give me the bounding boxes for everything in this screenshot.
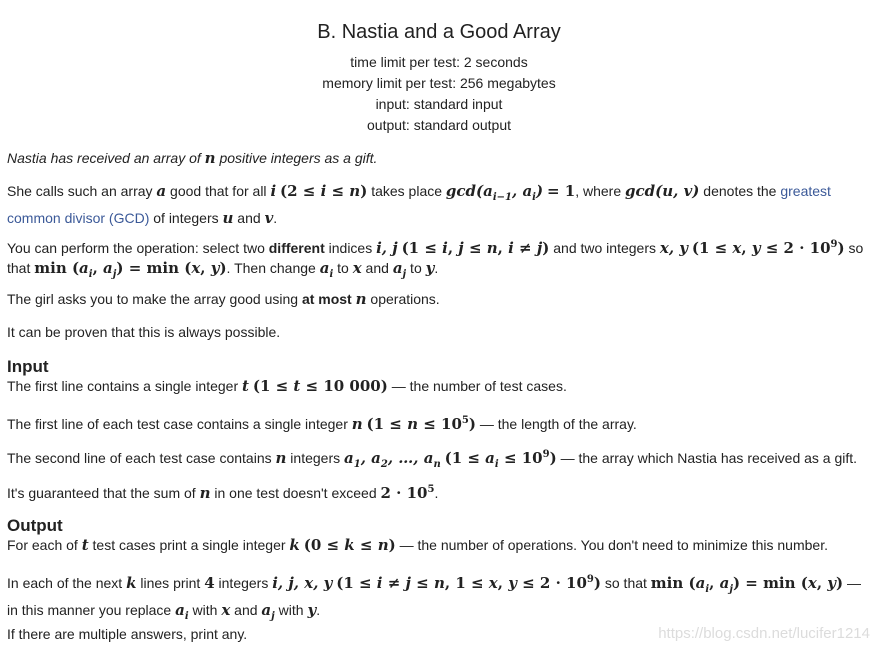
output-heading: Output bbox=[7, 516, 63, 535]
problem-title: B. Nastia and a Good Array bbox=[317, 21, 561, 43]
input-line-1: The first line contains a single integer t (1 ≤ t ≤ 10 000) — the number of test cases. bbox=[7, 377, 567, 395]
input-heading: Input bbox=[7, 357, 49, 376]
statement-paragraph-2: You can perform the operation: select two different indices i, j (1 ≤ i, j ≤ n, i ≠ j) and two integers x, y (1 ≤ x, $y \le 2 \cdot 10^9$) so that $\min (a_i$, $a_j) = \min (x$, y). Then change $a_i$ to x and $a_j$ to y. bbox=[7, 239, 864, 280]
input-line-4: It's guaranteed that the sum of n in one test doesn't exceed $2 \cdot 10^5$. bbox=[7, 484, 439, 502]
memory-limit: memory limit per test: 256 megabytes bbox=[322, 75, 556, 91]
watermark: https://blog.csdn.net/lucifer1214 bbox=[658, 625, 870, 642]
output-file: output: standard output bbox=[367, 117, 511, 133]
statement-paragraph-4: It can be proven that this is always possible. bbox=[7, 324, 281, 340]
input-line-2: The first line of each test case contains a single integer n $(1 \le n \le 10^5)$ — the length of the array. bbox=[7, 415, 637, 433]
statement-paragraph-1: She calls such an array a good that for all i (2 ≤ i ≤ n) takes place $\gcd(a_{i-1}$, $a_i) = 1$, where gcd(u, v) denotes the greatest common divisor (GCD) of integers u and v. bbox=[7, 182, 831, 227]
statement-paragraph-3: The girl asks you to make the array good using at most n operations. bbox=[7, 290, 440, 308]
problem-header bbox=[7, 0, 871, 136]
legend: Nastia has received an array of n positive integers as a gift. bbox=[7, 149, 378, 167]
output-line-2: In each of the next k lines print 4 integers i, j, x, y (1 ≤ i ≠ j ≤ n, 1 ≤ x, $y \le 2 \cdot 10^9$) so that $\min (a_i$, $a_j) = \min (x$, y) — in this manner you replace $a_i$ with x and $a_j$ with y. bbox=[7, 574, 861, 622]
output-line-1: For each of t test cases print a single integer k (0 ≤ k ≤ n) — the number of operations. You don't need to minimize this number. bbox=[7, 536, 828, 554]
output-line-3: If there are multiple answers, print any. bbox=[7, 626, 248, 642]
input-line-3: The second line of each test case contains n integers $a_1$, $a_2$, …, $a_n$ $(1 \le a_i \le 10^9)$ — the array which Nastia has received as a gift. bbox=[7, 449, 858, 470]
gcd-link[interactable]: greatest common divisor (GCD) bbox=[7, 183, 831, 226]
input-file: input: standard input bbox=[375, 96, 503, 112]
time-limit: time limit per test: 2 seconds bbox=[350, 54, 528, 70]
